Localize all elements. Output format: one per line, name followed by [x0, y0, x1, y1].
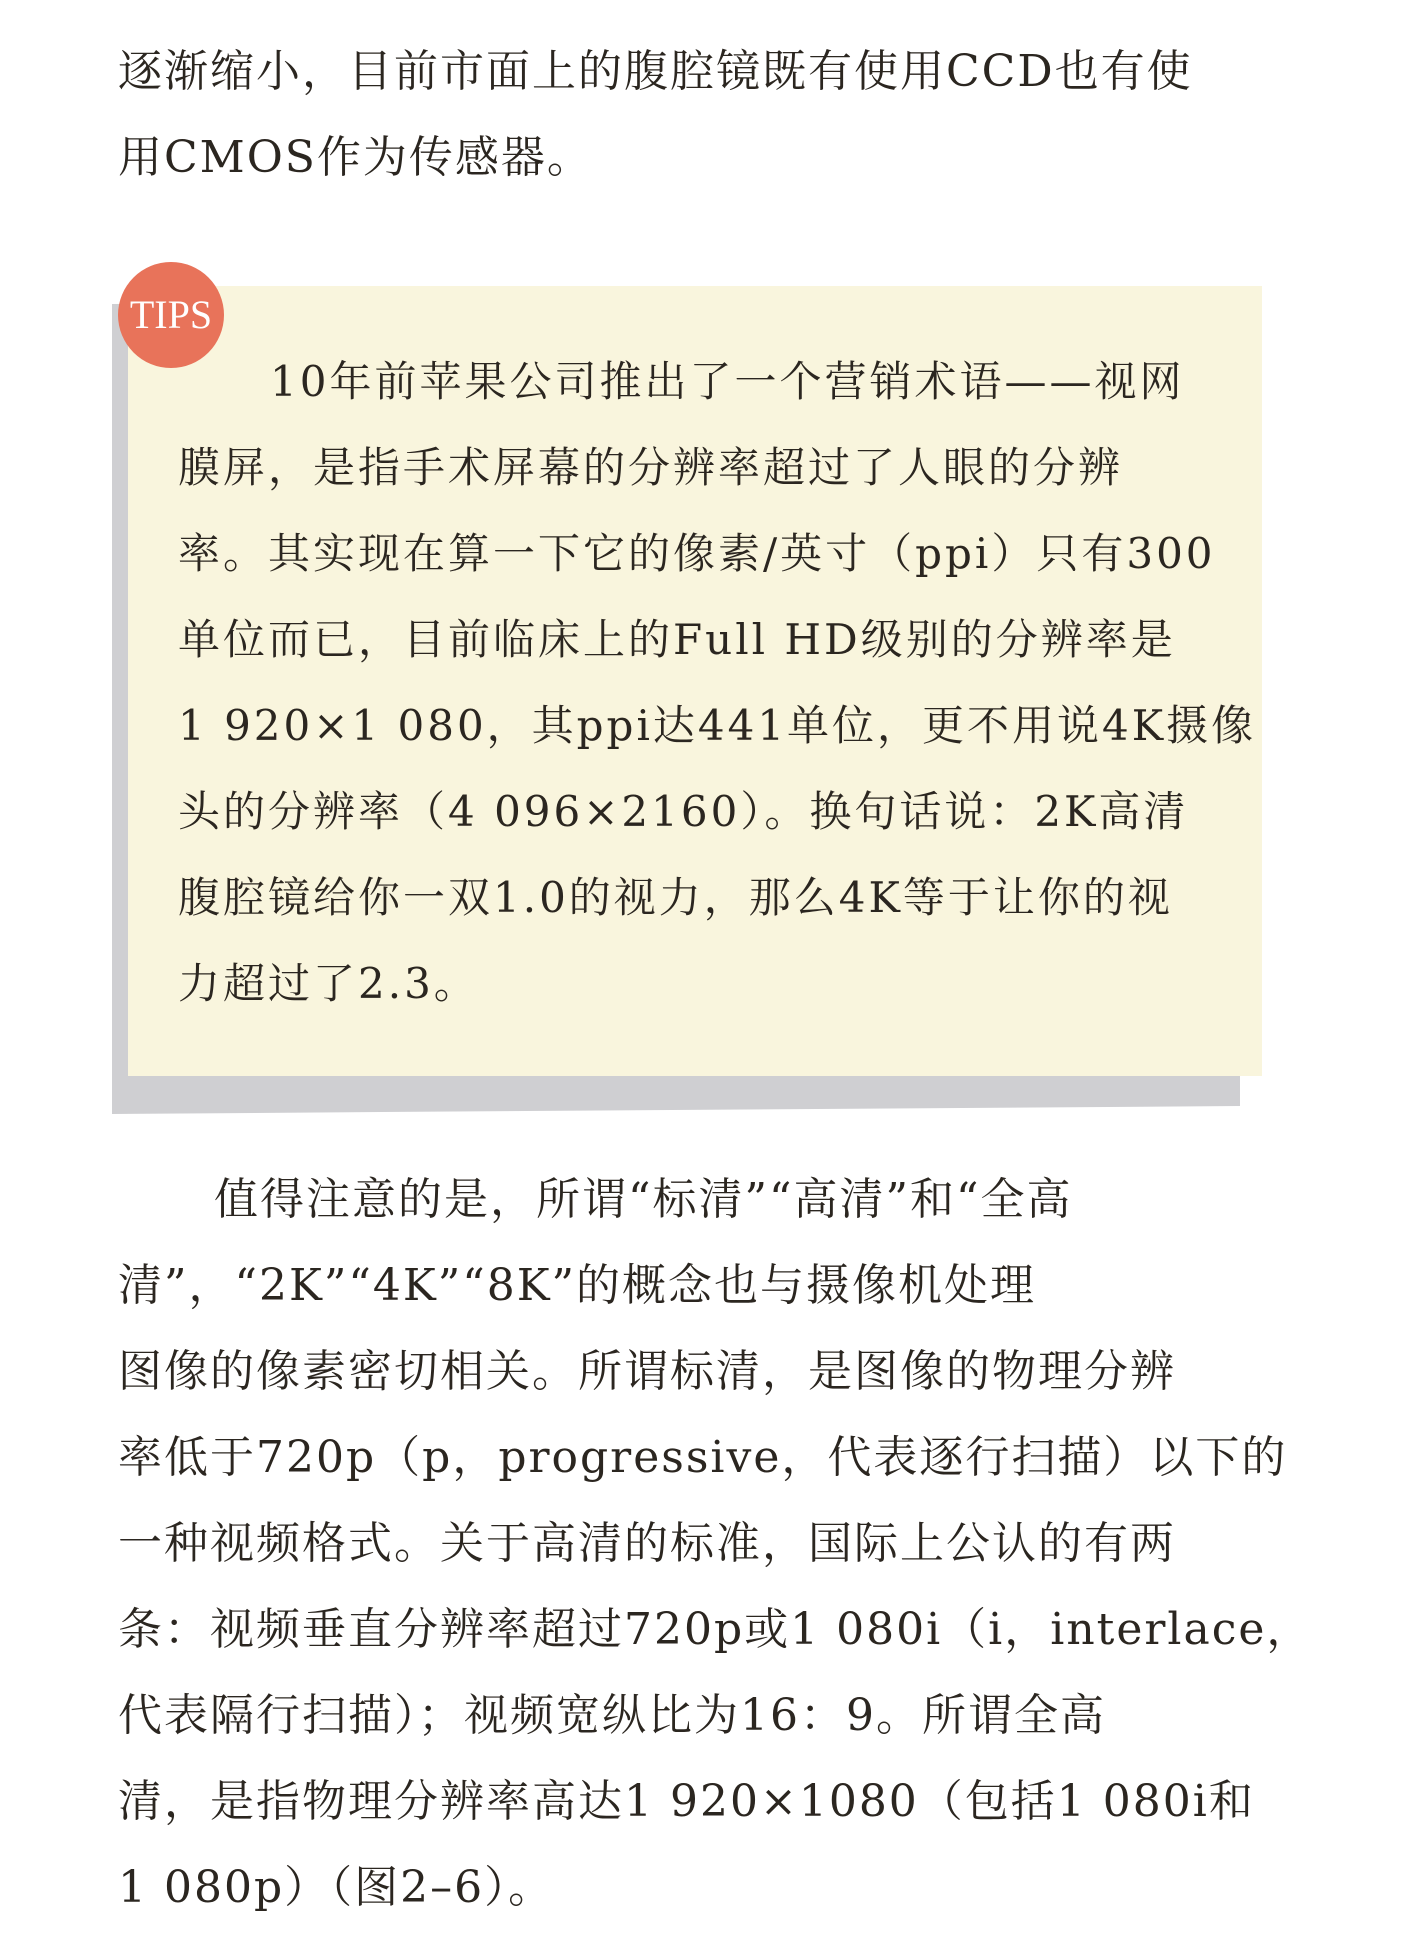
- paragraph-line: 清”，“2K”“4K”“8K”的概念也与摄像机处理: [118, 1260, 1037, 1311]
- paragraph-line: 率低于720p（p，progressive，代表逐行扫描）以下的: [118, 1432, 1288, 1483]
- paragraph-line: 代表隔行扫描）；视频宽纵比为16：9。所谓全高: [118, 1690, 1106, 1741]
- paragraph-line: 逐渐缩小，目前市面上的腹腔镜既有使用CCD也有使: [118, 46, 1193, 97]
- tips-line: 膜屏，是指手术屏幕的分辨率超过了人眼的分辨: [178, 443, 1124, 492]
- tips-line: 率。其实现在算一下它的像素/英寸（ppi）只有300: [178, 529, 1216, 578]
- tips-line: 头的分辨率（4 096×2160）。换句话说：2K高清: [178, 787, 1189, 836]
- paragraph-line: 图像的像素密切相关。所谓标清，是图像的物理分辨: [118, 1346, 1176, 1397]
- tips-line: 腹腔镜给你一双1.0的视力，那么4K等于让你的视: [178, 873, 1173, 922]
- paragraph-line: 值得注意的是，所谓“标清”“高清”和“全高: [214, 1174, 1073, 1225]
- tips-badge: TIPS: [118, 262, 224, 368]
- paragraph-line: 一种视频格式。关于高清的标准，国际上公认的有两: [118, 1518, 1176, 1569]
- paragraph-line: 用CMOS作为传感器。: [118, 132, 593, 183]
- tips-line: 1 920×1 080，其ppi达441单位，更不用说4K摄像: [178, 701, 1257, 750]
- paragraph-line: 清，是指物理分辨率高达1 920×1080（包括1 080i和: [118, 1776, 1255, 1827]
- tips-line: 10年前苹果公司推出了一个营销术语——视网: [270, 357, 1185, 406]
- paragraph-line: 1 080p）（图2–6）。: [118, 1862, 555, 1913]
- tips-line: 单位而已，目前临床上的Full HD级别的分辨率是: [178, 615, 1176, 664]
- tips-line: 力超过了2.3。: [178, 959, 479, 1008]
- paragraph-line: 条：视频垂直分辨率超过720p或1 080i（i，interlace，: [118, 1604, 1313, 1655]
